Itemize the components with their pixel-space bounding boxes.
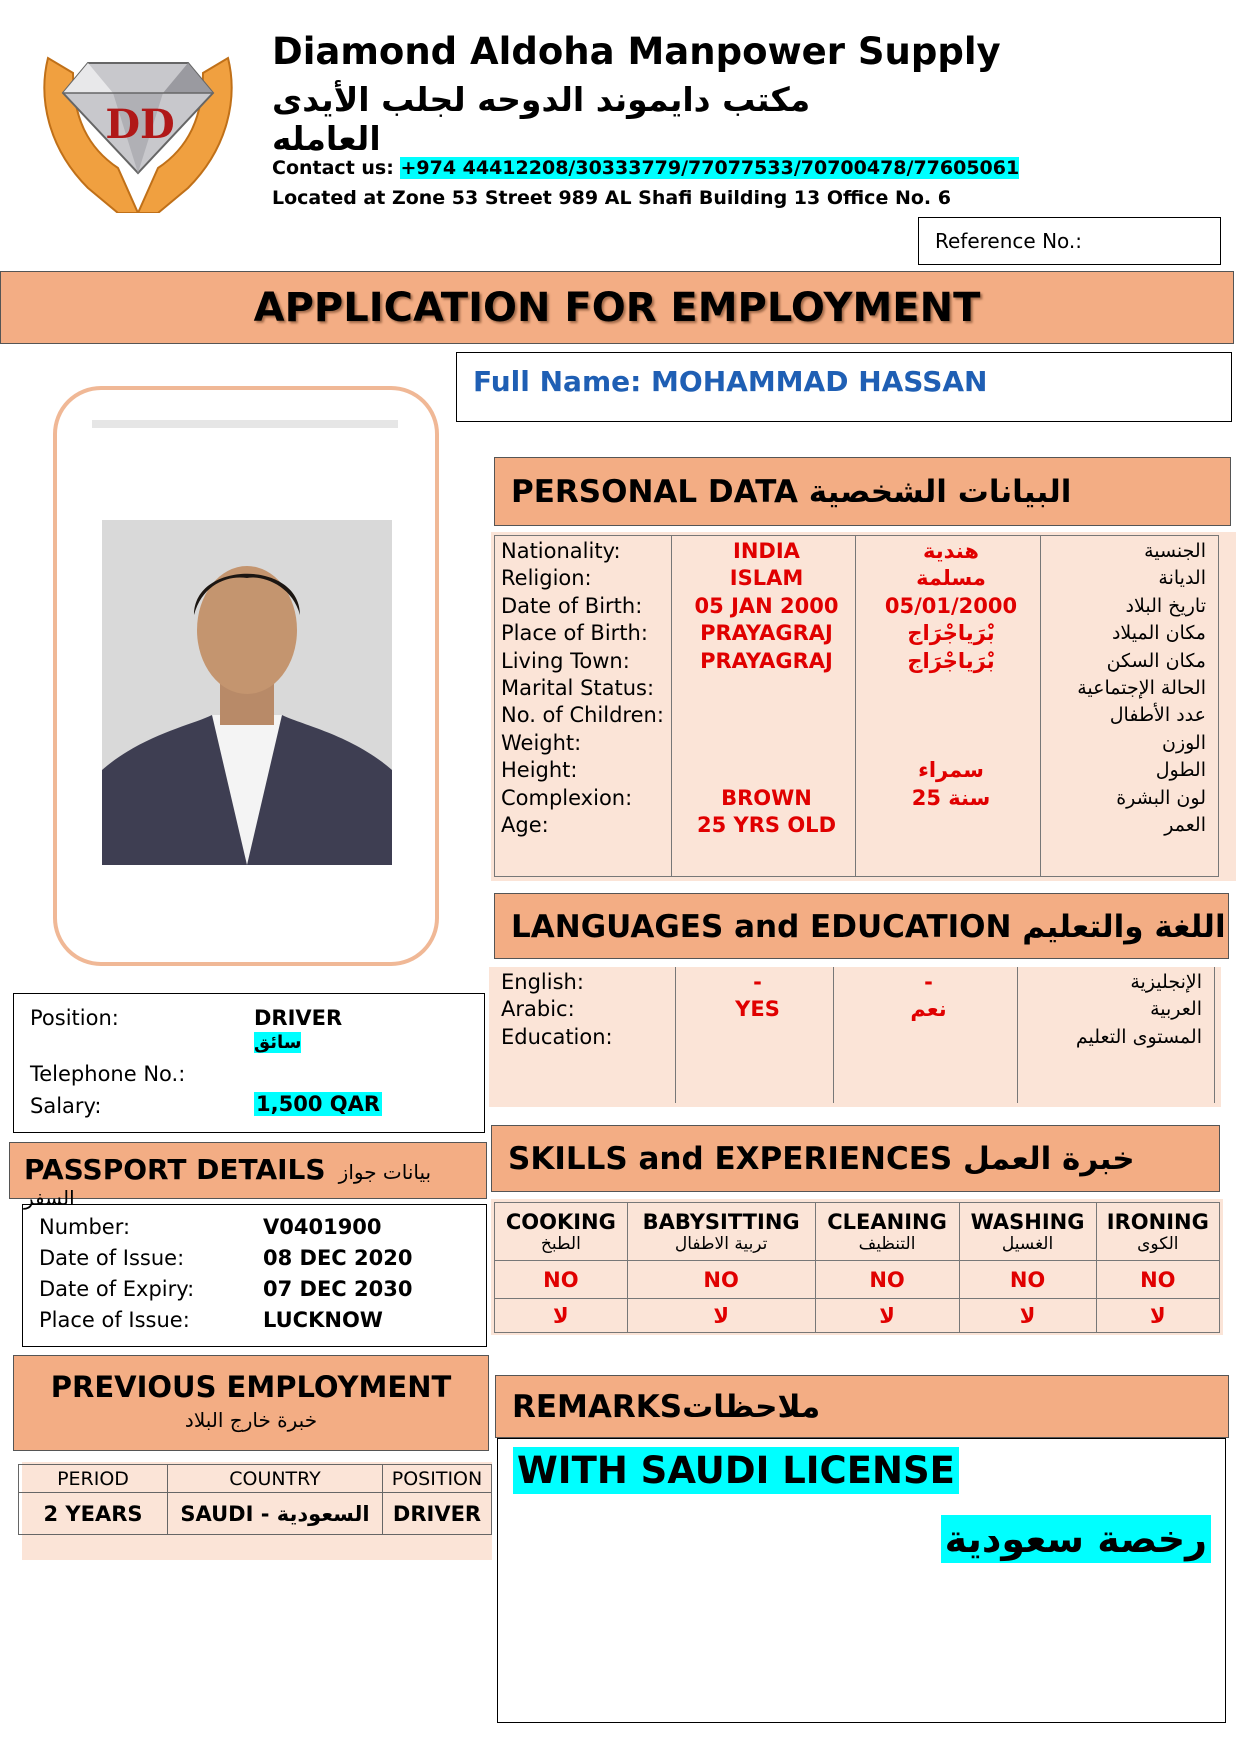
values-arabic-column <box>856 536 1041 877</box>
field-label: Date of Birth: <box>501 593 643 618</box>
personal-data-table-area <box>491 532 1236 881</box>
photo-divider <box>92 420 398 428</box>
telephone-label: Telephone No.: <box>30 1062 186 1086</box>
passport-heading: PASSPORT DETAILS <box>24 1153 326 1186</box>
skill-name-arabic: تربية الاطفال <box>674 1233 768 1254</box>
passport-header <box>9 1142 487 1210</box>
previous-employment-heading-arabic: خبرة خارج البلاد <box>184 1408 318 1432</box>
skill-header <box>1096 1203 1219 1261</box>
previous-employment-table-area <box>22 1462 492 1560</box>
skill-name-arabic: التنظيف <box>858 1233 916 1254</box>
languages-table-area <box>489 967 1221 1107</box>
field-label-arabic: العمر <box>1164 813 1206 836</box>
field-value: ISLAM <box>729 566 804 591</box>
skill-name: COOKING <box>505 1209 616 1234</box>
field-label-arabic: مكان الميلاد <box>1111 622 1206 645</box>
language-label-arabic: الإنجليزية <box>1130 971 1202 993</box>
skill-name: CLEANING <box>827 1209 947 1234</box>
skill-value: NO <box>627 1261 815 1299</box>
position-value: DRIVER <box>254 1006 343 1030</box>
field-value: 25 YRS OLD <box>696 812 836 837</box>
remarks-header <box>495 1375 1229 1438</box>
field-label-arabic: الوزن <box>1161 731 1206 754</box>
field-label: Nationality: <box>501 539 621 563</box>
skill-header <box>959 1203 1096 1261</box>
skill-value-arabic: لا <box>627 1299 815 1333</box>
company-name: Diamond Aldoha Manpower Supply <box>272 30 1001 73</box>
language-value-arabic <box>840 1022 1017 1049</box>
language-value <box>682 1022 833 1049</box>
lang-values-column <box>676 967 834 1103</box>
logo-letters: DD <box>105 101 175 148</box>
labels-column <box>495 536 672 877</box>
languages-table <box>495 967 1215 1103</box>
position-value-arabic: سائق <box>254 1032 302 1053</box>
full-name: Full Name: MOHAMMAD HASSAN <box>456 352 1232 422</box>
column-header: PERIOD <box>19 1465 168 1493</box>
position-cell: DRIVER <box>383 1493 492 1535</box>
place-of-issue: LUCKNOW <box>263 1308 383 1332</box>
skill-value: NO <box>1096 1261 1219 1299</box>
remarks-heading: REMARKSملاحظات <box>512 1389 821 1425</box>
contact-numbers: +974 44412208/30333779/77077533/70700478/77605061 <box>400 157 1020 179</box>
field-value-arabic: بْرَياجْرَاج <box>907 621 995 646</box>
field-label-arabic: مكان السكن <box>1106 649 1206 672</box>
country-cell: SAUDI - السعودية <box>168 1493 383 1535</box>
place-of-issue-label: Place of Issue: <box>39 1308 190 1332</box>
field-label-arabic: عدد الأطفال <box>1109 704 1206 727</box>
issue-date-label: Date of Issue: <box>39 1246 185 1270</box>
language-value: - <box>753 970 762 994</box>
applicant-photo <box>102 520 392 865</box>
field-value: 05 JAN 2000 <box>694 593 839 618</box>
field-value: BROWN <box>721 785 812 810</box>
column-header: COUNTRY <box>168 1465 383 1493</box>
language-label-arabic: العربية <box>1150 998 1202 1021</box>
language-label: English: <box>501 970 584 994</box>
skill-name: IRONING <box>1106 1209 1209 1234</box>
field-label: Age: <box>501 812 549 837</box>
previous-employment-table <box>18 1464 492 1535</box>
skills-header <box>491 1125 1220 1192</box>
field-value-arabic: مسلمة <box>916 566 986 591</box>
skill-value: NO <box>959 1261 1096 1299</box>
field-value: INDIA <box>733 539 800 563</box>
field-value <box>678 700 855 727</box>
skills-table-area <box>491 1199 1223 1335</box>
personal-data-heading: PERSONAL DATA البيانات الشخصية <box>511 474 1072 510</box>
field-label: Weight: <box>501 730 582 755</box>
personal-data-header <box>494 457 1231 526</box>
remarks-line-english: WITH SAUDI LICENSE <box>513 1447 959 1494</box>
office-location: Located at Zone 53 Street 989 AL Shafi Building 13 Office No. 6 <box>272 187 951 209</box>
skill-name-arabic: الطبخ <box>540 1233 581 1254</box>
field-value-arabic <box>862 810 1040 837</box>
expiry-date: 07 DEC 2030 <box>263 1277 413 1301</box>
skill-name: WASHING <box>970 1209 1085 1234</box>
field-label-arabic: لون البشرة <box>1116 786 1206 809</box>
reference-label: Reference No.: <box>935 229 1083 253</box>
field-value-arabic: هندية <box>923 539 979 563</box>
issue-date: 08 DEC 2020 <box>263 1246 413 1270</box>
language-label-arabic: المستوى التعليم <box>1075 1025 1202 1048</box>
salary-label: Salary: <box>30 1094 102 1118</box>
skill-value: NO <box>495 1261 628 1299</box>
language-label: Education: <box>501 1024 613 1049</box>
field-value-arabic: سمراء <box>918 758 984 783</box>
field-value-arabic: بْرَياجْرَاج <box>907 648 995 673</box>
skills-table <box>494 1202 1220 1333</box>
values-column <box>672 536 856 877</box>
field-label: Complexion: <box>501 785 633 810</box>
field-value-arabic <box>862 673 1040 700</box>
field-label-arabic: الطول <box>1155 759 1206 782</box>
contact-label: Contact us: <box>272 157 394 179</box>
field-value <box>678 673 855 700</box>
field-value: PRAYAGRAJ <box>700 648 833 673</box>
previous-employment-header <box>13 1355 489 1451</box>
skill-header <box>815 1203 959 1261</box>
field-value <box>678 728 855 755</box>
field-value: PRAYAGRAJ <box>700 621 833 646</box>
field-label-arabic: الجنسية <box>1144 540 1206 562</box>
expiry-date-label: Date of Expiry: <box>39 1277 195 1301</box>
language-label: Arabic: <box>501 997 575 1022</box>
period-cell: 2 YEARS <box>19 1493 168 1535</box>
field-label: Height: <box>501 758 578 783</box>
salary-value: 1,500 QAR <box>256 1092 381 1116</box>
field-label: No. of Children: <box>501 703 664 728</box>
company-logo <box>28 38 248 213</box>
reference-number-box <box>918 217 1221 265</box>
field-value-arabic <box>862 728 1040 755</box>
field-value-arabic <box>862 700 1040 727</box>
personal-data-table <box>494 535 1219 877</box>
languages-header <box>494 893 1229 959</box>
skill-name: BABYSITTING <box>642 1209 800 1234</box>
skill-value: NO <box>815 1261 959 1299</box>
field-value-arabic: 25 سنة <box>911 785 991 810</box>
field-value <box>678 755 855 782</box>
field-label-arabic: تاريخ البلاد <box>1125 594 1206 617</box>
language-value-arabic: نعم <box>910 997 947 1022</box>
applicant-photo-frame <box>53 386 439 966</box>
contact-line <box>272 157 1019 179</box>
column-header: POSITION <box>383 1465 492 1493</box>
remarks-box <box>497 1438 1226 1723</box>
field-label: Religion: <box>501 566 592 591</box>
company-name-arabic: مكتب دايموند الدوحه لجلب الأيدى العامله <box>272 80 811 158</box>
passport-number-label: Number: <box>39 1215 131 1239</box>
field-label-arabic: الحالة الإجتماعية <box>1077 676 1206 699</box>
passport-details-box <box>22 1204 487 1347</box>
skill-name-arabic: الغسيل <box>1001 1233 1054 1254</box>
labels-arabic-column <box>1041 536 1219 877</box>
lang-values-arabic-column <box>834 967 1018 1103</box>
passport-heading-arabic: بيانات جواز السفر <box>24 1160 432 1210</box>
language-value: YES <box>735 997 780 1022</box>
skill-header <box>495 1203 628 1261</box>
skill-value-arabic: لا <box>815 1299 959 1333</box>
languages-heading: LANGUAGES and EDUCATION اللغة والتعليم <box>511 909 1226 945</box>
passport-number: V0401900 <box>263 1215 382 1239</box>
skill-name-arabic: الكوى <box>1137 1233 1179 1254</box>
lang-labels-arabic-column <box>1018 967 1215 1103</box>
field-label-arabic: الديانة <box>1158 567 1206 590</box>
field-value-arabic: 05/01/2000 <box>884 593 1018 618</box>
language-value-arabic: - <box>924 970 933 994</box>
field-label: Marital Status: <box>501 675 655 700</box>
skill-value-arabic: لا <box>1096 1299 1219 1333</box>
field-label: Place of Birth: <box>501 621 648 646</box>
skills-heading: SKILLS and EXPERIENCES خبرة العمل <box>508 1141 1135 1177</box>
application-title: APPLICATION FOR EMPLOYMENT <box>0 271 1234 344</box>
lang-labels-column <box>495 967 676 1103</box>
skill-value-arabic: لا <box>959 1299 1096 1333</box>
field-label: Living Town: <box>501 648 630 673</box>
skill-header <box>627 1203 815 1261</box>
position-label: Position: <box>30 1006 119 1030</box>
job-details-box <box>13 993 485 1133</box>
previous-employment-heading: PREVIOUS EMPLOYMENT <box>50 1370 452 1404</box>
remarks-line-arabic: رخصة سعودية <box>941 1515 1211 1563</box>
skill-value-arabic: لا <box>495 1299 628 1333</box>
